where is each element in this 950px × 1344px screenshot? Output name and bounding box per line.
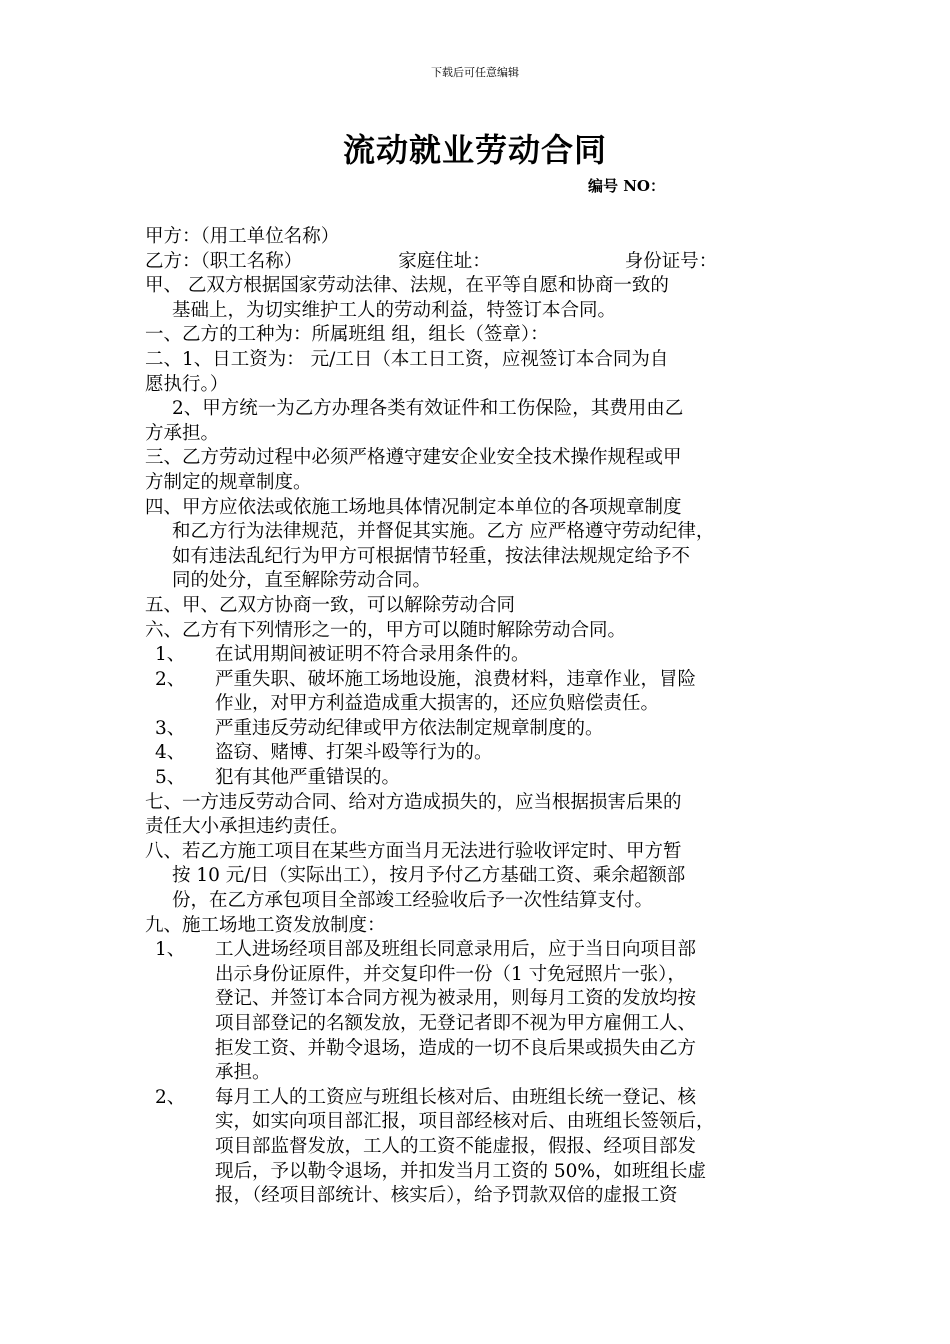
clause-9-item-1-cont (145, 1012, 835, 1037)
item-number: 5、 (155, 767, 186, 789)
clause-9-item-2-cont (145, 1184, 835, 1209)
clause-9-item-2 (145, 1086, 835, 1111)
item-number: 3、 (155, 717, 186, 739)
clause-9-item-1-cont (145, 987, 835, 1012)
clause-4-line-1: 四、甲方应依法或依施工场地具体情况制定本单位的各项规章制度 (145, 496, 682, 518)
item-text: 项目部监督发放，工人的工资不能虚报，假报、经项目部发 (215, 1135, 697, 1157)
item-text: 实，如实向项目部汇报，项目部经核对后、由班组长签领后， (215, 1111, 715, 1133)
item-text: 项目部登记的名额发放，无登记者即不视为甲方雇佣工人、 (215, 1013, 697, 1034)
clause-4-line-2: 和乙方行为法律规范，并督促其实施。乙方 应严格遵守劳动纪律， (172, 521, 715, 543)
item-number: 4、 (155, 742, 186, 764)
clause-2-2-line-2: 方承担。 (145, 422, 220, 444)
item-text: 承担。 (215, 1062, 271, 1084)
intro-line-1: 甲、 乙双方根据国家劳动法律、法规，在平等自愿和协商一致的 (145, 275, 669, 297)
item-text: 现后，予以勒令退场，并扣发当月工资的 50%，如班组长虚 (215, 1160, 707, 1182)
clause-8-line-1: 八、若乙方施工项目在某些方面当月无法进行验收评定时、甲方暂 (145, 840, 682, 862)
clause-4-line-4: 同的处分，直至解除劳动合同。 (172, 570, 432, 592)
clause-6-item-2 (145, 668, 835, 693)
party-a-line: 甲方：（用工单位名称） (145, 226, 340, 247)
party-b-address-label: 家庭住址： (398, 250, 491, 272)
item-text: 报，（经项目部统计、核实后），给予罚款双倍的虚报工资 (215, 1185, 678, 1207)
clause-6-item-1 (145, 643, 835, 668)
clause-9-item-2-cont (145, 1135, 835, 1160)
clause-2-2-line-1: 2、甲方统一为乙方办理各类有效证件和工伤保险，其费用由乙 (172, 398, 684, 420)
clause-2-1-line-1: 二、1、日工资为： 元/工日（本工日工资，应视签订本合同为自 (145, 348, 669, 370)
intro-line-2: 基础上，为切实维护工人的劳动利益，特签订本合同。 (172, 299, 617, 321)
clause-2-1-line-2: 愿执行。） (145, 373, 229, 395)
clause-7-line-1: 七、一方违反劳动合同、给对方造成损失的，应当根据损害后果的 (145, 791, 682, 813)
clause-9-item-2-cont (145, 1160, 835, 1185)
clause-7-line-2: 责任大小承担违约责任。 (145, 816, 349, 838)
item-text: 出示身份证原件，并交复印件一份（1 寸免冠照片一张）， (215, 963, 686, 985)
clause-8-line-2: 按 10 元/日（实际出工），按月予付乙方基础工资、乘余超额部 (172, 865, 686, 887)
item-number: 2、 (155, 668, 186, 690)
clause-6-item-2-cont (145, 692, 835, 717)
clause-5: 五、甲、乙双方协商一致，可以解除劳动合同 (145, 594, 516, 616)
item-text: 在试用期间被证明不符合录用条件的。 (215, 644, 530, 666)
clause-4-line-3: 如有违法乱纪行为甲方可根据情节轻重，按法律法规规定给予不 (172, 545, 691, 567)
item-text: 工人进场经项目部及班组长同意录用后，应于当日向项目部 (215, 939, 697, 961)
clause-9: 九、施工场地工资发放制度： (145, 914, 386, 936)
clause-9-item-1-cont (145, 1037, 835, 1062)
document-title: 流动就业劳动合同 (342, 131, 607, 169)
clause-9-item-1 (145, 938, 835, 963)
contract-body (145, 225, 835, 1209)
party-b-id-label: 身份证号： (624, 250, 718, 272)
clause-3-line-2: 方制定的规章制度。 (145, 471, 312, 493)
clause-6-item-5 (145, 766, 835, 791)
party-b-line (145, 250, 835, 275)
clause-3-line-1: 三、乙方劳动过程中必须严格遵守建安企业安全技术操作规程或甲 (145, 447, 682, 469)
clause-9-item-2-cont (145, 1110, 835, 1135)
header-note: 下载后可任意编辑 (431, 66, 519, 79)
clause-9-item-1-cont (145, 1061, 835, 1086)
clause-8-line-3: 份，在乙方承包项目全部竣工经验收后予一次性结算支付。 (172, 890, 654, 912)
item-text: 拒发工资、并勒令退场，造成的一切不良后果或损失由乙方 (215, 1037, 697, 1059)
item-number: 2、 (155, 1086, 186, 1108)
item-text: 严重失职、破坏施工场地设施，浪费材料，违章作业，冒险 (215, 668, 697, 690)
item-text: 犯有其他严重错误的。 (215, 767, 401, 789)
clause-6-item-3 (145, 717, 835, 742)
item-text: 登记、并签订本合同方视为被录用，则每月工资的发放均按 (215, 988, 697, 1010)
item-text: 作业，对甲方利益造成重大损害的，还应负赔偿责任。 (215, 693, 660, 715)
clause-6-item-4 (145, 741, 835, 766)
clause-6: 六、乙方有下列情形之一的，甲方可以随时解除劳动合同。 (145, 619, 627, 641)
item-text: 严重违反劳动纪律或甲方依法制定规章制度的。 (215, 717, 604, 739)
party-b-name: 乙方：（职工名称） (145, 250, 303, 272)
contract-number-label: 编号 NO： (588, 177, 665, 195)
item-number: 1、 (155, 644, 186, 666)
item-number: 1、 (155, 939, 186, 961)
item-text: 每月工人的工资应与班组长核对后、由班组长统一登记、核 (215, 1086, 697, 1108)
item-text: 盗窃、赌博、打架斗殴等行为的。 (215, 742, 493, 764)
clause-1: 一、乙方的工种为：所属班组 组，组长（签章）： (145, 324, 549, 346)
clause-9-item-1-cont (145, 963, 835, 988)
